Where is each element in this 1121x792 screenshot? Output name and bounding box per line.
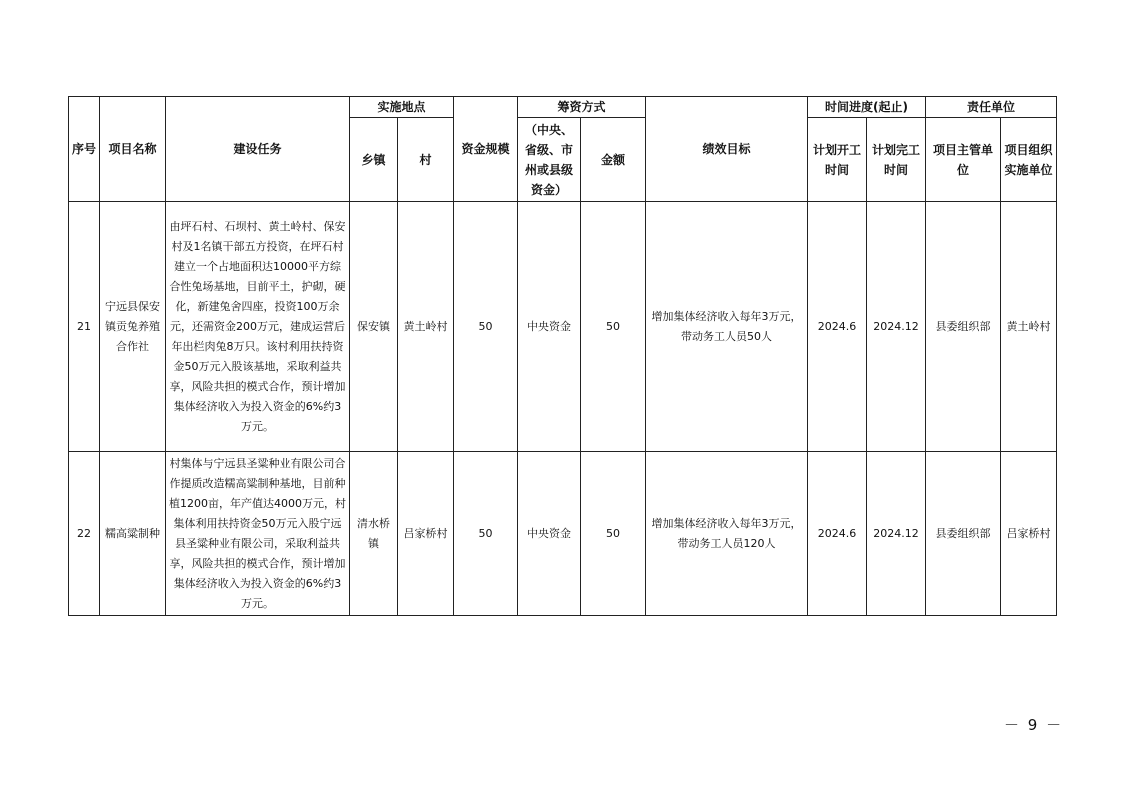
cell-village: 吕家桥村 [398, 452, 454, 616]
cell-amount: 50 [581, 202, 646, 452]
header-responsible: 责任单位 [926, 97, 1057, 118]
header-village: 村 [398, 118, 454, 202]
cell-fund-scale: 50 [454, 452, 518, 616]
cell-start: 2024.6 [808, 452, 867, 616]
cell-implementer: 吕家桥村 [1001, 452, 1057, 616]
cell-goal: 增加集体经济收入每年3万元，带动务工人员120人 [646, 452, 808, 616]
header-competent: 项目主管单位 [926, 118, 1001, 202]
header-fund-scale: 资金规模 [454, 97, 518, 202]
header-township: 乡镇 [350, 118, 398, 202]
cell-implementer: 黄土岭村 [1001, 202, 1057, 452]
cell-end: 2024.12 [867, 202, 926, 452]
header-schedule: 时间进度(起止) [808, 97, 926, 118]
cell-start: 2024.6 [808, 202, 867, 452]
cell-township: 保安镇 [350, 202, 398, 452]
cell-funding-source: 中央资金 [518, 202, 581, 452]
header-project-name: 项目名称 [100, 97, 166, 202]
table-row [69, 202, 1057, 452]
header-implementer: 项目组织实施单位 [1001, 118, 1057, 202]
cell-village: 黄土岭村 [398, 202, 454, 452]
table-row [69, 452, 1057, 616]
cell-project-name: 糯高粱制种 [100, 452, 166, 616]
cell-seq: 22 [69, 452, 100, 616]
cell-project-name: 宁远县保安镇贡兔养殖合作社 [100, 202, 166, 452]
cell-competent: 县委组织部 [926, 452, 1001, 616]
cell-fund-scale: 50 [454, 202, 518, 452]
cell-goal: 增加集体经济收入每年3万元，带动务工人员50人 [646, 202, 808, 452]
header-funding: 筹资方式 [518, 97, 646, 118]
cell-funding-source: 中央资金 [518, 452, 581, 616]
header-location: 实施地点 [350, 97, 454, 118]
cell-township: 清水桥镇 [350, 452, 398, 616]
cell-seq: 21 [69, 202, 100, 452]
header-start: 计划开工时间 [808, 118, 867, 202]
cell-competent: 县委组织部 [926, 202, 1001, 452]
cell-task: 由坪石村、石坝村、黄土岭村、保安村及1名镇干部五方投资，在坪石村建立一个占地面积达10000平方综合性兔场基地，目前平土，护砌，硬化，新建兔舍四座，投资100万余元，还需资金200万元，建成运营后年出栏肉兔8万只。该村利用扶持资金50万元入股该基地，采取利益共享，风险共担的模式合作，预计增加集体经济收入为投入资金的6%约3万元。 [166, 202, 350, 452]
header-row-1 [69, 97, 1057, 118]
header-end: 计划完工时间 [867, 118, 926, 202]
project-table [68, 96, 1057, 616]
header-funding-source: （中央、省级、市州或县级资金） [518, 118, 581, 202]
header-amount: 金额 [581, 118, 646, 202]
page-number: － 9 － [1004, 716, 1064, 734]
cell-amount: 50 [581, 452, 646, 616]
header-seq: 序号 [69, 97, 100, 202]
header-goal: 绩效目标 [646, 97, 808, 202]
cell-end: 2024.12 [867, 452, 926, 616]
cell-task: 村集体与宁远县圣粱种业有限公司合作提质改造糯高粱制种基地，目前种植1200亩，年产值达4000万元，村集体利用扶持资金50万元入股宁远县圣粱种业有限公司，采取利益共享，风险共担的模式合作，预计增加集体经济收入为投入资金的6%约3万元。 [166, 452, 350, 616]
header-task: 建设任务 [166, 97, 350, 202]
